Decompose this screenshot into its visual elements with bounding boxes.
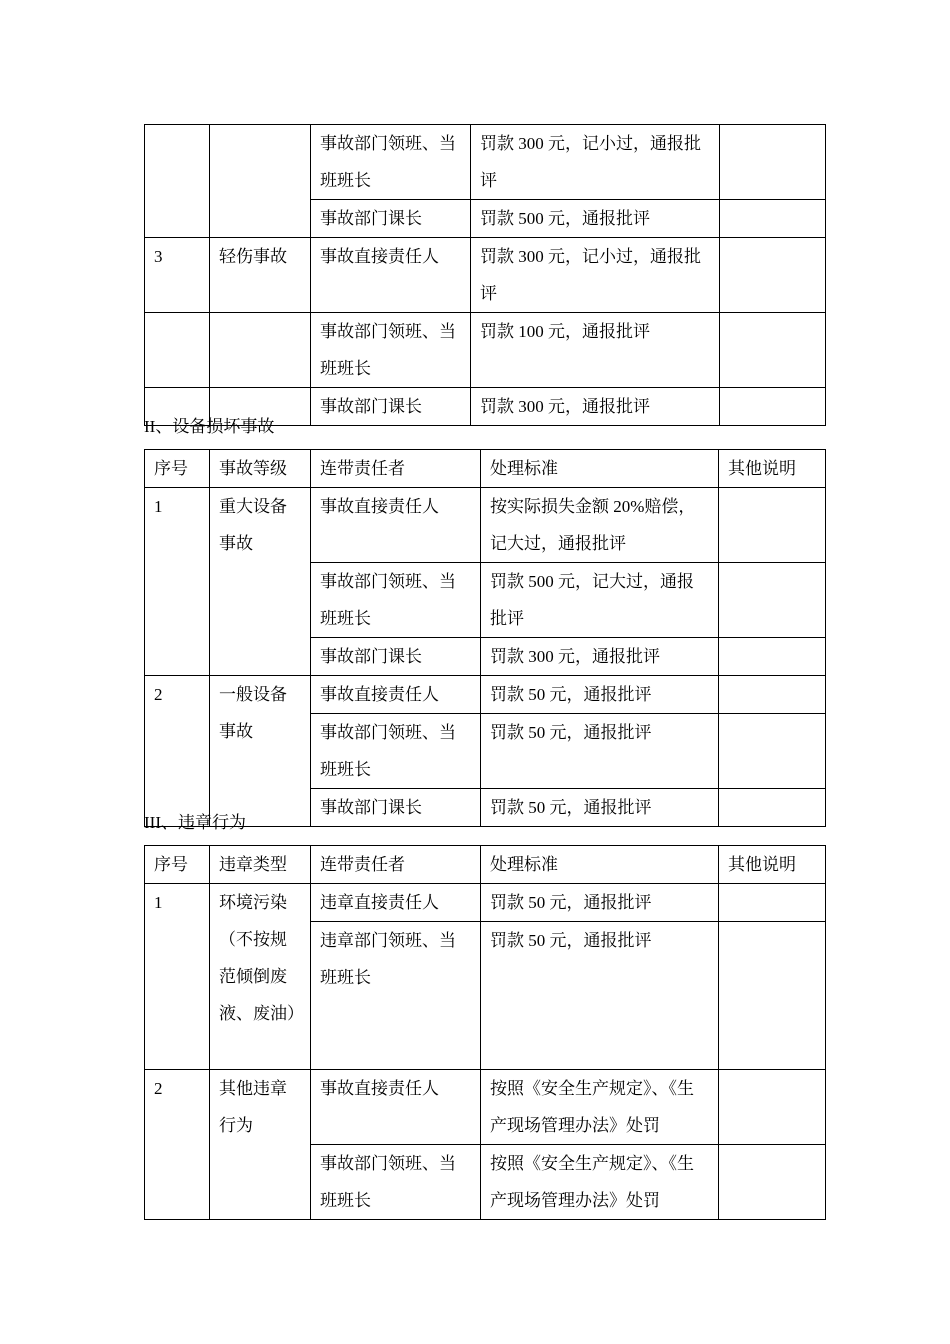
cell-note xyxy=(720,125,826,200)
cell-no: 2 xyxy=(145,1070,210,1220)
cell-note xyxy=(719,1070,826,1145)
header-standard: 处理标准 xyxy=(481,846,719,884)
cell-level xyxy=(210,125,311,238)
cell-person: 事故部门领班、当班班长 xyxy=(311,125,471,200)
header-standard: 处理标准 xyxy=(481,450,719,488)
cell-standard: 罚款 300 元，通报批评 xyxy=(471,388,720,426)
cell-person: 事故直接责任人 xyxy=(311,488,481,563)
cell-note xyxy=(719,638,826,676)
cell-person: 事故直接责任人 xyxy=(311,676,481,714)
cell-standard: 罚款 50 元，通报批评 xyxy=(481,714,719,789)
header-person: 连带责任者 xyxy=(311,846,481,884)
table-row xyxy=(145,1070,826,1145)
table-row xyxy=(145,488,826,563)
cell-standard: 罚款 300 元，记小过，通报批评 xyxy=(471,238,720,313)
cell-standard: 罚款 500 元，记大过，通报批评 xyxy=(481,563,719,638)
cell-note xyxy=(719,563,826,638)
cell-type: 其他违章行为 xyxy=(210,1070,311,1220)
cell-note xyxy=(719,714,826,789)
cell-standard: 罚款 50 元，通报批评 xyxy=(481,789,719,827)
table-row xyxy=(145,884,826,922)
cell-note xyxy=(719,884,826,922)
cell-note xyxy=(719,676,826,714)
cell-no: 1 xyxy=(145,884,210,1070)
header-no: 序号 xyxy=(145,450,210,488)
equipment-damage-table xyxy=(144,449,826,827)
cell-note xyxy=(720,388,826,426)
cell-person: 事故部门课长 xyxy=(311,789,481,827)
cell-person: 事故部门领班、当班班长 xyxy=(311,1145,481,1220)
cell-type: 环境污染（不按规范倾倒废液、废油） xyxy=(210,884,311,1070)
cell-standard: 按实际损失金额 20%赔偿，记大过，通报批评 xyxy=(481,488,719,563)
cell-note xyxy=(719,789,826,827)
cell-note xyxy=(720,200,826,238)
cell-no: 2 xyxy=(145,676,210,827)
cell-person: 事故部门课长 xyxy=(311,638,481,676)
cell-note xyxy=(719,488,826,563)
table-row xyxy=(145,313,826,388)
cell-standard: 罚款 50 元，通报批评 xyxy=(481,676,719,714)
section-title-violations: III、违章行为 xyxy=(144,813,246,832)
cell-standard: 罚款 50 元，通报批评 xyxy=(481,922,719,1070)
cell-note xyxy=(720,313,826,388)
cell-standard: 罚款 300 元，记小过，通报批评 xyxy=(471,125,720,200)
cell-note xyxy=(719,1145,826,1220)
cell-person: 事故部门领班、当班班长 xyxy=(311,313,471,388)
cell-no: 3 xyxy=(145,238,210,313)
cell-person: 违章部门领班、当班班长 xyxy=(311,922,481,1070)
cell-standard: 罚款 300 元，通报批评 xyxy=(481,638,719,676)
cell-person: 事故直接责任人 xyxy=(311,1070,481,1145)
header-note: 其他说明 xyxy=(719,450,826,488)
cell-person: 违章直接责任人 xyxy=(311,884,481,922)
table-header-row xyxy=(145,450,826,488)
cell-level: 一般设备事故 xyxy=(210,676,311,827)
violations-table xyxy=(144,845,826,1220)
cell-level xyxy=(210,313,311,388)
cell-note xyxy=(719,922,826,1070)
cell-standard: 罚款 500 元，通报批评 xyxy=(471,200,720,238)
cell-person: 事故直接责任人 xyxy=(311,238,471,313)
table-row xyxy=(145,238,826,313)
cell-person: 事故部门课长 xyxy=(311,200,471,238)
cell-no xyxy=(145,313,210,388)
header-level: 事故等级 xyxy=(210,450,311,488)
header-person: 连带责任者 xyxy=(311,450,481,488)
cell-standard: 按照《安全生产规定》、《生产现场管理办法》处罚 xyxy=(481,1145,719,1220)
header-no: 序号 xyxy=(145,846,210,884)
cell-standard: 按照《安全生产规定》、《生产现场管理办法》处罚 xyxy=(481,1070,719,1145)
cell-level: 重大设备事故 xyxy=(210,488,311,676)
cell-person: 事故部门领班、当班班长 xyxy=(311,563,481,638)
header-note: 其他说明 xyxy=(719,846,826,884)
table-row xyxy=(145,676,826,714)
table-row xyxy=(145,125,826,200)
cell-standard: 罚款 50 元，通报批评 xyxy=(481,884,719,922)
section-title-equipment-damage: II、设备损坏事故 xyxy=(144,417,275,436)
cell-person: 事故部门领班、当班班长 xyxy=(311,714,481,789)
cell-person: 事故部门课长 xyxy=(311,388,471,426)
cell-standard: 罚款 100 元，通报批评 xyxy=(471,313,720,388)
header-type: 违章类型 xyxy=(210,846,311,884)
cell-no xyxy=(145,125,210,238)
cell-note xyxy=(720,238,826,313)
table-header-row xyxy=(145,846,826,884)
cell-level: 轻伤事故 xyxy=(210,238,311,313)
cell-no: 1 xyxy=(145,488,210,676)
injury-accident-table xyxy=(144,124,826,426)
